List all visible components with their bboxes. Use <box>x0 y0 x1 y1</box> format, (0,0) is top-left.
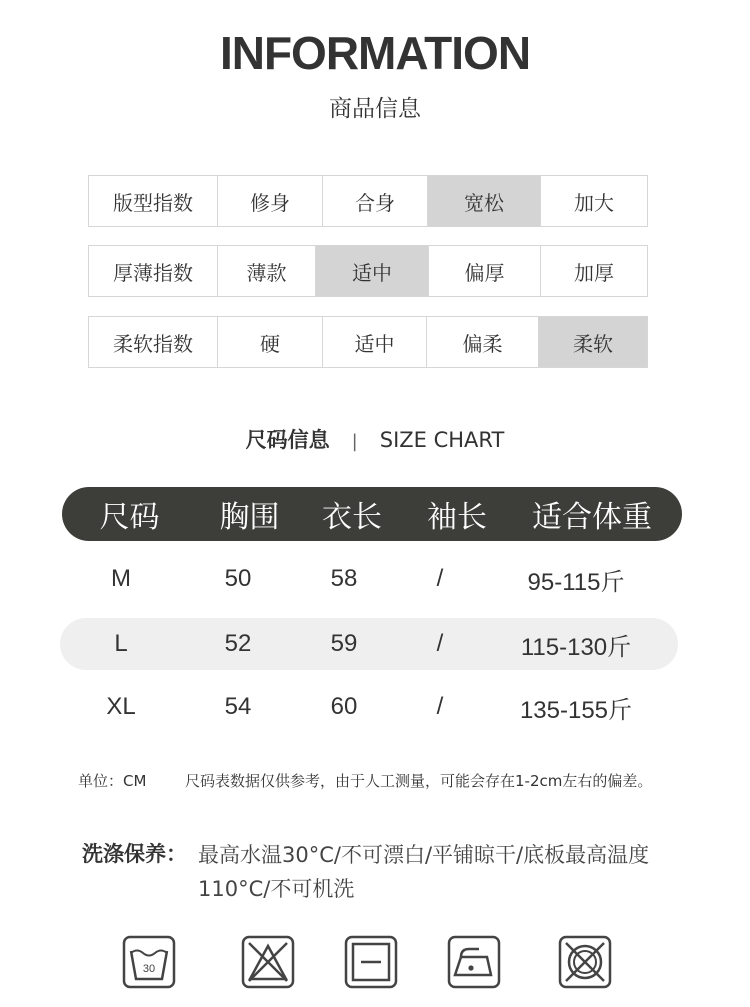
do-not-machine-wash-icon <box>558 935 612 989</box>
size-heading-zh: 尺码信息 <box>245 428 330 452</box>
wash-30-icon <box>122 935 176 989</box>
table-cell: 95-115斤 <box>527 568 625 596</box>
no-bleach-icon <box>241 935 295 989</box>
table-cell: / <box>436 630 444 657</box>
attribute-option: 偏柔 <box>427 316 539 368</box>
table-cell: 58 <box>330 565 358 592</box>
measurement-disclaimer: 尺码表数据仅供参考，由于人工测量，可能会存在1-2cm左右的偏差。 <box>185 772 653 790</box>
page-title: INFORMATION <box>219 27 531 79</box>
attribute-option: 加厚 <box>541 245 648 297</box>
attribute-option: 合身 <box>323 175 428 227</box>
size-chart-heading <box>0 424 750 454</box>
attribute-option: 薄款 <box>218 245 316 297</box>
care-label: 洗涤保养： <box>82 842 187 866</box>
size-table-header <box>62 487 682 541</box>
header-cell: 胸围 <box>219 500 280 535</box>
table-cell: 54 <box>224 693 252 720</box>
iron-110-icon <box>447 935 501 989</box>
dry-flat-icon <box>344 935 398 989</box>
attribute-option: 偏厚 <box>429 245 541 297</box>
attribute-label: 厚薄指数 <box>88 245 218 297</box>
header-cell: 袖长 <box>427 500 487 535</box>
table-cell: / <box>436 693 444 720</box>
attribute-label: 版型指数 <box>88 175 218 227</box>
attribute-option: 修身 <box>218 175 323 227</box>
table-row <box>60 681 678 733</box>
table-cell: 135-155斤 <box>519 696 633 724</box>
table-cell: 50 <box>224 565 252 592</box>
care-text: 最高水温30°C/不可漂白/平铺晾干/底板最高温度110°C/不可机洗 <box>198 843 650 901</box>
attribute-option: 柔软 <box>539 316 648 368</box>
unit-note: 单位：CM <box>78 772 147 790</box>
header-cell: 尺码 <box>99 500 160 535</box>
attribute-option: 适中 <box>323 316 427 368</box>
attribute-row-thickness <box>88 245 648 297</box>
header-cell: 适合体重 <box>532 500 652 535</box>
table-cell: 60 <box>330 693 358 720</box>
attribute-row-fit <box>88 175 648 227</box>
table-cell-size: L <box>114 630 128 657</box>
header-cell: 衣长 <box>322 500 382 535</box>
wash-temp-label: 30 <box>142 963 156 975</box>
attribute-row-softness <box>88 316 648 368</box>
table-cell-size: XL <box>106 693 136 720</box>
size-heading-separator: | <box>351 431 358 452</box>
table-cell: 52 <box>224 630 252 657</box>
size-heading-en: SIZE CHART <box>379 428 505 452</box>
attribute-option: 宽松 <box>428 175 541 227</box>
page-subtitle: 商品信息 <box>329 96 421 122</box>
table-cell: 59 <box>330 630 358 657</box>
attribute-option: 加大 <box>541 175 648 227</box>
table-cell-size: M <box>111 565 131 592</box>
attribute-option: 适中 <box>316 245 429 297</box>
table-cell: / <box>436 565 444 592</box>
attribute-label: 柔软指数 <box>88 316 218 368</box>
table-row <box>60 618 678 670</box>
table-cell: 115-130斤 <box>520 633 632 661</box>
attribute-option: 硬 <box>218 316 323 368</box>
table-row <box>60 553 678 605</box>
